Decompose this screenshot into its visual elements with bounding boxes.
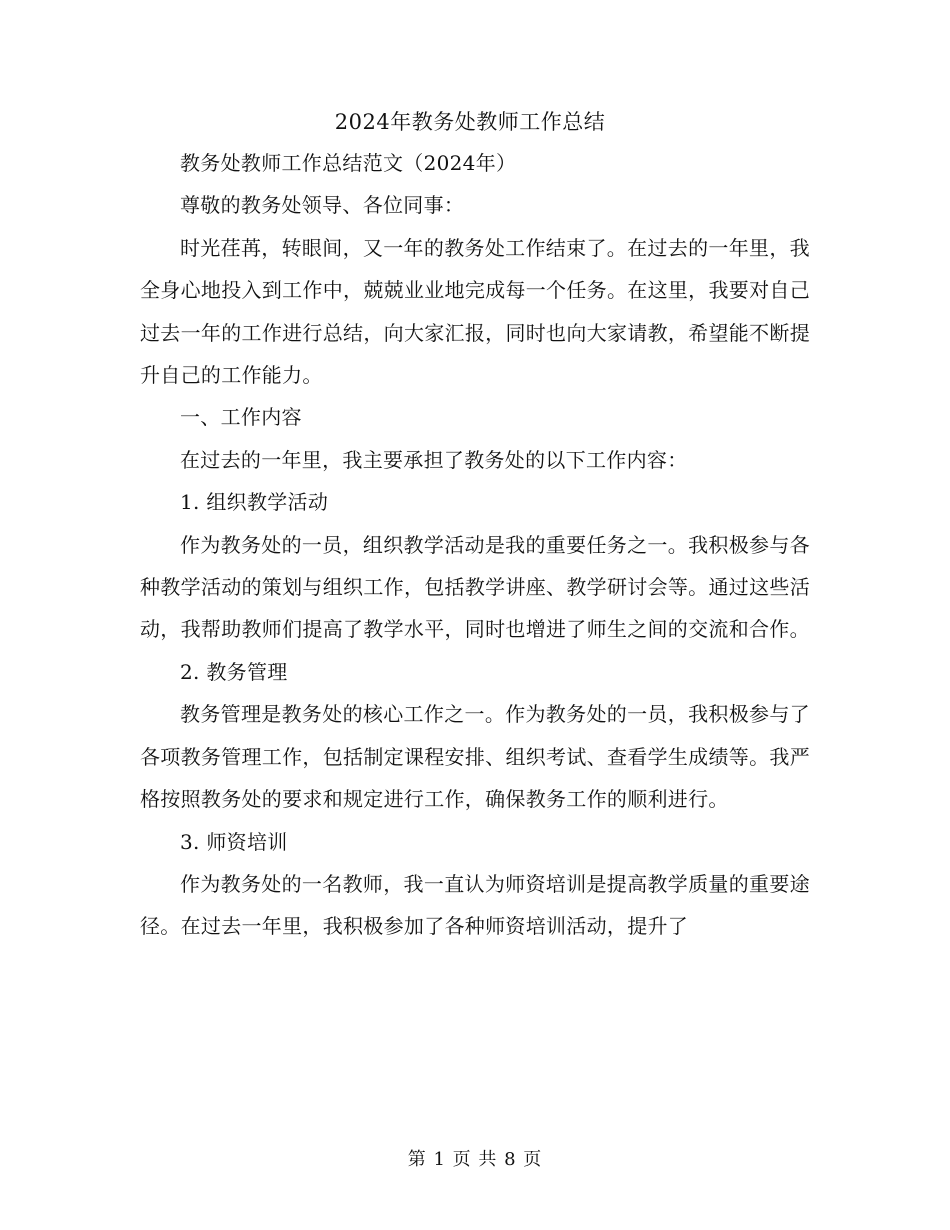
item-paragraph-academic-management: 教务管理是教务处的核心工作之一。作为教务处的一员，我积极参与了各项教务管理工作，包括制定课程安排、组织考试、查看学生成绩等。我严格按照教务处的要求和规定进行工作，确保教务工作的顺利进行。 (140, 702, 810, 812)
document-title: 2024年教务处教师工作总结 (334, 110, 606, 134)
salutation: 尊敬的教务处领导、各位同事： (180, 193, 465, 218)
document-subtitle: 教务处教师工作总结范文（2024年） (180, 151, 517, 175)
item-heading-teacher-training: 3. 师资培训 (180, 829, 288, 854)
section-heading-work-content: 一、工作内容 (180, 405, 302, 430)
item-paragraph-teacher-training: 作为教务处的一名教师，我一直认为师资培训是提高教学质量的重要途径。在过去一年里，我积极参加了各种师资培训活动，提升了 (140, 871, 810, 939)
intro-paragraph: 时光荏苒，转眼间，又一年的教务处工作结束了。在过去的一年里，我全身心地投入到工作中，兢兢业业地完成每一个任务。在这里，我要对自己过去一年的工作进行总结，向大家汇报，同时也向大家请教，希望能不断提升自己的工作能力。 (140, 235, 810, 388)
document-body (140, 102, 810, 948)
section-intro-paragraph: 在过去的一年里，我主要承担了教务处的以下工作内容： (180, 447, 688, 472)
item-paragraph-teaching-activities: 作为教务处的一员，组织教学活动是我的重要任务之一。我积极参与各种教学活动的策划与组织工作，包括教学讲座、教学研讨会等。通过这些活动，我帮助教师们提高了教学水平，同时也增进了师生之间的交流和合作。 (140, 532, 810, 642)
page-number-footer: 第 1 页 共 8 页 (407, 1149, 543, 1170)
item-heading-teaching-activities: 1. 组织教学活动 (180, 490, 329, 515)
item-heading-academic-management: 2. 教务管理 (180, 659, 288, 684)
